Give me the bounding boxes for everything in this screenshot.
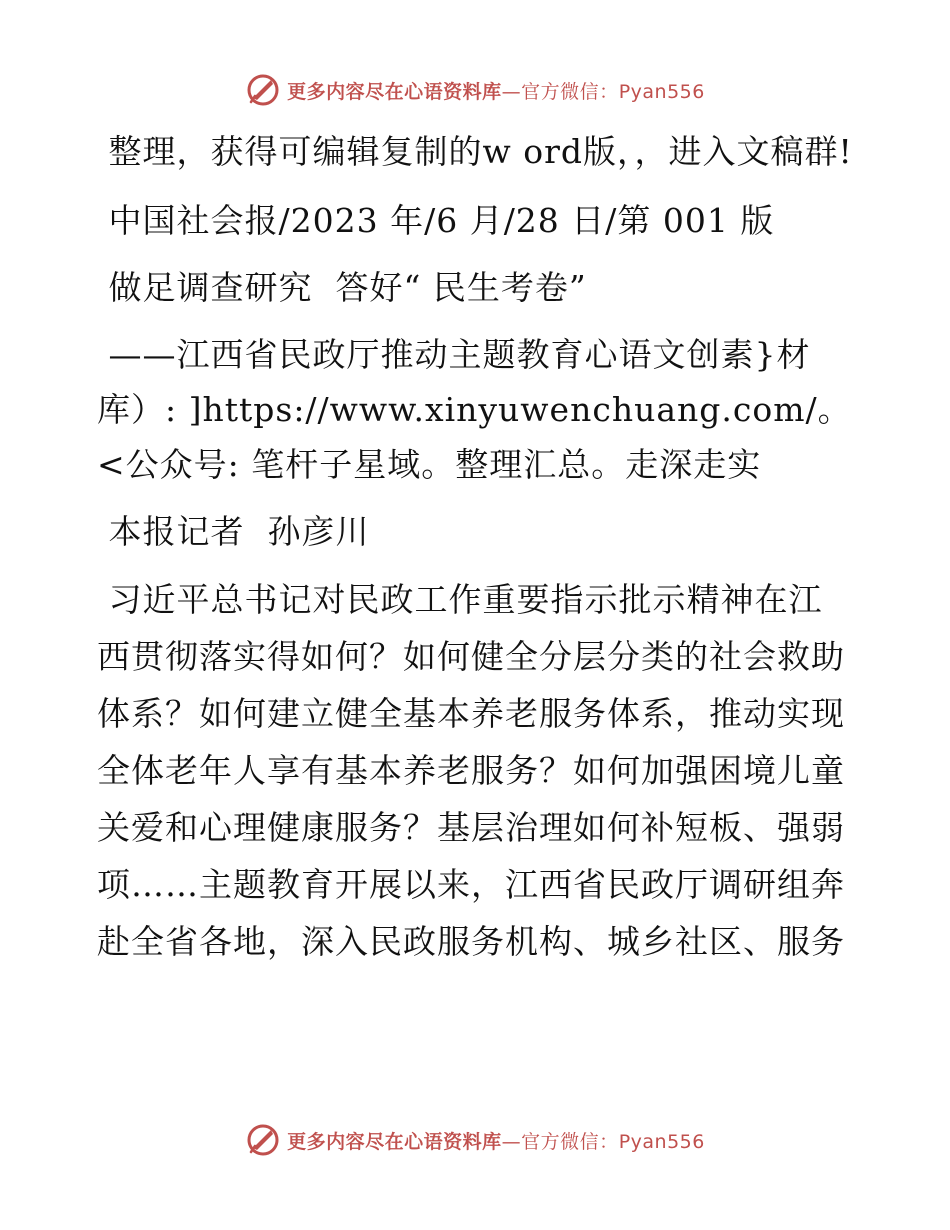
footer-banner-separator: — bbox=[501, 1130, 522, 1153]
quill-pen-circle-icon bbox=[245, 1122, 281, 1158]
footer-banner-wechat-label: 官方微信： bbox=[521, 1130, 619, 1153]
quill-pen-circle-icon bbox=[245, 72, 281, 108]
header-banner-wechat-handle: Pyan556 bbox=[618, 80, 705, 103]
article-subheadline: ——江西省民政厅推动主题教育心语文创素}材库）: ]https://www.xinyuwenchuang.com/。<公众号: 笔杆子星域。整理汇总。走深走实 bbox=[97, 335, 852, 484]
intro-text: 整理，获得可编辑复制的w ord版，，进入文稿群! bbox=[97, 132, 853, 171]
footer-banner bbox=[0, 1120, 950, 1160]
article-headline: 做足调查研究 答好“ 民生考卷” bbox=[97, 268, 587, 307]
footer-banner-slogan: 更多内容尽在心语资料库 bbox=[287, 1130, 502, 1153]
source-line: 中国社会报/2023 年/6 月/28 日/第 001 版 bbox=[97, 201, 775, 240]
article-byline: 本报记者 孙彦川 bbox=[97, 512, 370, 551]
header-banner bbox=[0, 70, 950, 110]
footer-banner-text bbox=[287, 1127, 705, 1154]
header-banner-separator: — bbox=[501, 80, 522, 103]
article-paragraph: 习近平总书记对民政工作重要指示批示精神在江西贯彻落实得如何？如何健全分层分类的社会救助体系？如何建立健全基本养老服务体系，推动实现全体老年人享有基本养老服务？如何加强困境儿童关爱和心理健康服务？基层治理如何补短板、强弱项……主题教育开展以来，江西省民政厅调研组奔赴全省各地，深入民政服务机构、城乡社区、服务 bbox=[97, 580, 845, 961]
header-banner-slogan: 更多内容尽在心语资料库 bbox=[287, 80, 502, 103]
header-banner-wechat-label: 官方微信： bbox=[521, 80, 619, 103]
header-banner-text bbox=[287, 77, 705, 104]
article-body bbox=[97, 118, 853, 970]
footer-banner-wechat-handle: Pyan556 bbox=[618, 1130, 705, 1153]
